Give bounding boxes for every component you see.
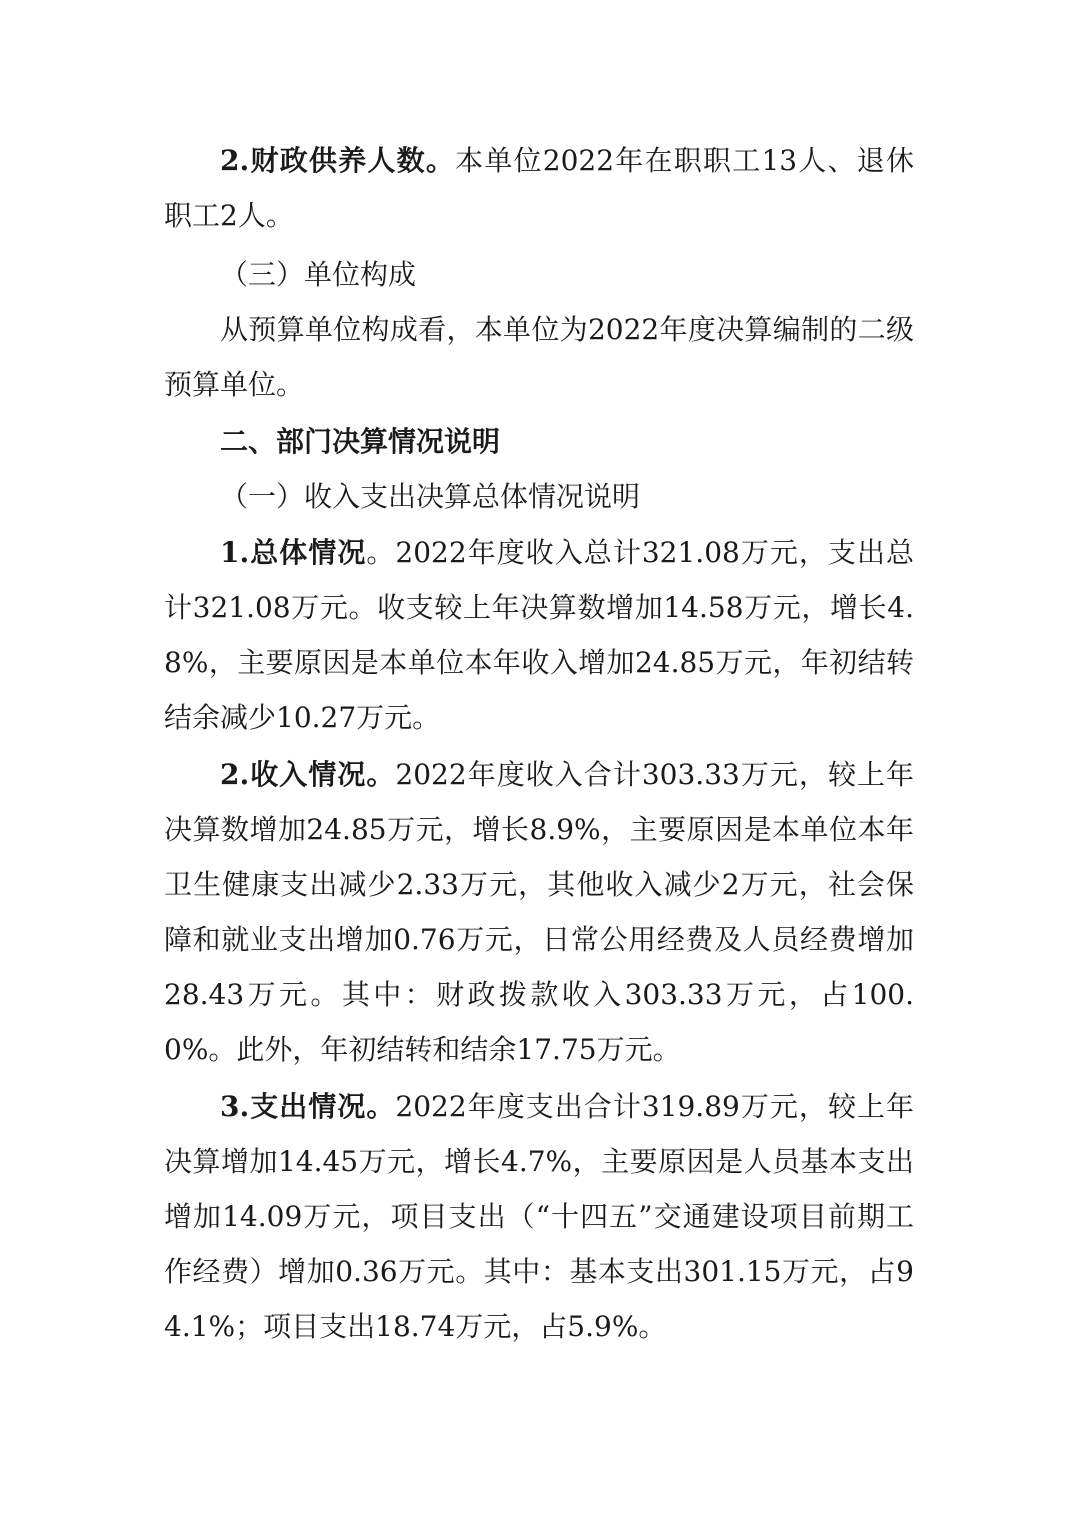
paragraph-unit-structure: 从预算单位构成看，本单位为2022年度决算编制的二级预算单位。 [164,313,914,401]
staff-count-lead: 2.财政供养人数。 [220,144,456,177]
paragraph-overall [164,525,914,745]
staff-count-body: 本单位2022年在职职工13人、退休职工2人。 [164,144,914,232]
document-page [164,133,914,1354]
paragraph-income [164,747,914,1077]
paragraph-staff-count [164,133,914,243]
unit-structure-heading: （三）单位构成 [220,258,417,291]
income-lead: 2.收入情况。 [220,758,396,791]
income-body: 2022年度收入合计303.33万元，较上年决算数增加24.85万元，增长8.9%，主要原因是本单位本年卫生健康支出减少2.33万元，其他收入减少2万元，社会保障和就业支出增加0.76万元，日常公用经费及人员经费增加28.43万元。其中：财政拨款收入303.33万元，占100.0%。此外，年初结转和结余17.75万元。 [164,758,915,1066]
paragraph-expense [164,1079,914,1354]
expense-lead: 3.支出情况。 [220,1090,396,1123]
expense-body: 2022年度支出合计319.89万元，较上年决算增加14.45万元，增长4.7%，主要原因是人员基本支出增加14.09万元，项目支出（“十四五”交通建设项目前期工作经费）增加0.36万元。其中：基本支出301.15万元，占94.1%；项目支出18.74万元，占5.9%。 [164,1090,915,1343]
section2-heading: 二、部门决算情况说明 [220,425,501,458]
overall-body: 。2022年度收入总计321.08万元，支出总计321.08万元。收支较上年决算数增加14.58万元，增长4.8%，主要原因是本单位本年收入增加24.85万元，年初结转结余减少10.27万元。 [164,536,914,734]
subsection1-heading: （一）收入支出决算总体情况说明 [220,480,641,513]
overall-lead: 1.总体情况 [220,536,367,569]
